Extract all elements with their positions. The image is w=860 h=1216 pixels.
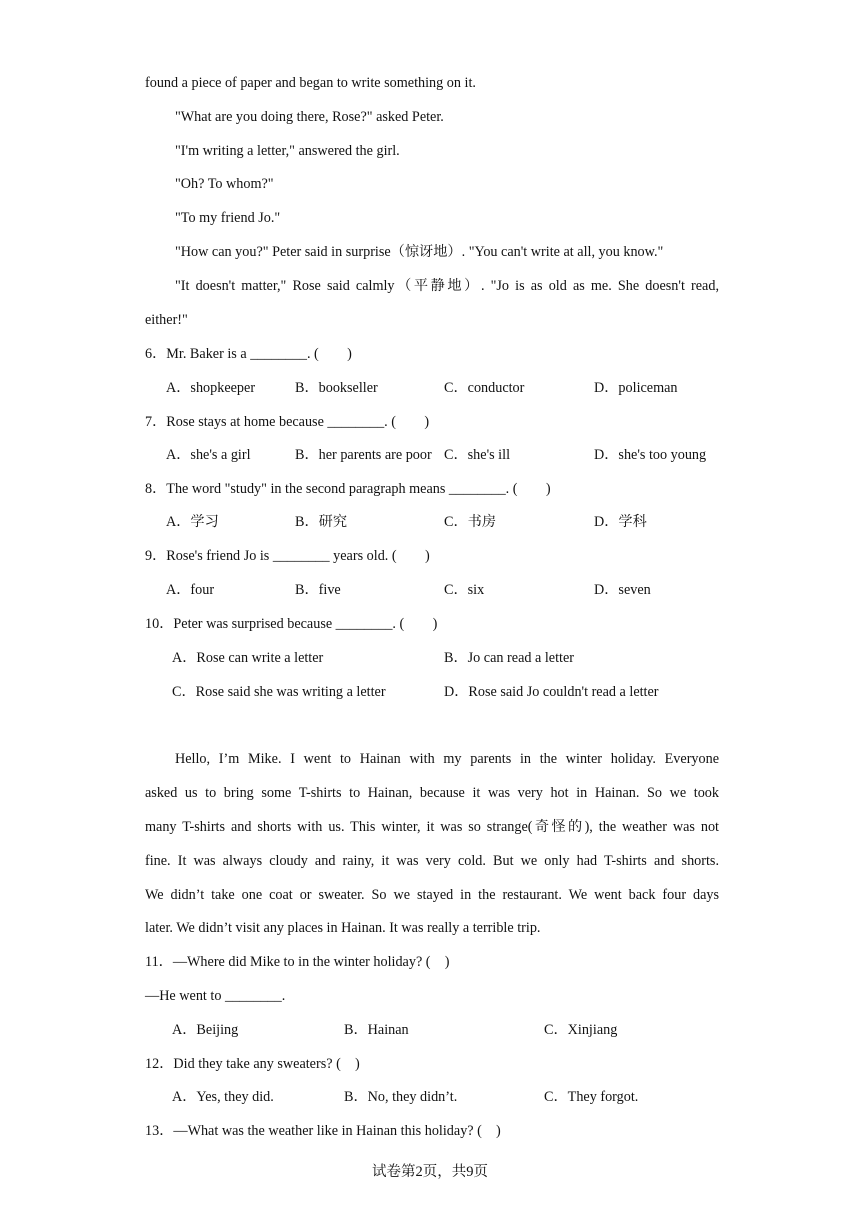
passage-line: We didn’t take one coat or sweater. So we stayed in the restaurant. We went back four days — [145, 887, 719, 903]
question-10-option-c[interactable]: C．Rose said she was writing a letter — [172, 684, 386, 700]
question-7-option-c[interactable]: C．she's ill — [444, 447, 511, 463]
question-7-option-d[interactable]: D．she's too young — [594, 447, 707, 463]
passage-line: "I'm writing a letter," answered the girl. — [175, 143, 400, 159]
question-6-option-a[interactable]: A．shopkeeper — [166, 380, 256, 396]
question-9-option-c[interactable]: C．six — [444, 582, 485, 598]
passage-line: fine. It was always cloudy and rainy, it was very cold. But we only had T-shirts and shorts. — [145, 853, 719, 869]
question-6-stem: 6．Mr. Baker is a ________. ( ) — [145, 346, 352, 362]
question-9-stem: 9．Rose's friend Jo is ________ years old. ( ) — [145, 548, 430, 564]
question-6-option-d[interactable]: D．policeman — [594, 380, 678, 396]
question-11-option-c[interactable]: C．Xinjiang — [544, 1022, 618, 1038]
question-12-stem: 12．Did they take any sweaters? ( ) — [145, 1056, 360, 1072]
passage-line: "How can you?" Peter said in surprise（惊讶地）. "You can't write at all, you know." — [175, 244, 664, 260]
passage-line: "Oh? To whom?" — [175, 176, 274, 192]
question-6-option-b[interactable]: B．bookseller — [295, 380, 378, 396]
question-7-option-a[interactable]: A．she's a girl — [166, 447, 251, 463]
question-6-option-c[interactable]: C．conductor — [444, 380, 525, 396]
passage-line: asked us to bring some T-shirts to Hainan, because it was very hot in Hainan. So we took — [145, 785, 719, 801]
question-11-option-a[interactable]: A．Beijing — [172, 1022, 239, 1038]
question-12-option-b[interactable]: B．No, they didn’t. — [344, 1089, 458, 1105]
question-8-option-a[interactable]: A．学习 — [166, 514, 219, 530]
passage-line: "It doesn't matter," Rose said calmly（平静地）. "Jo is as old as me. She doesn't read, — [175, 278, 719, 294]
passage-line: "To my friend Jo." — [175, 210, 281, 226]
passage-line: "What are you doing there, Rose?" asked Peter. — [175, 109, 444, 125]
passage-line: found a piece of paper and began to write something on it. — [145, 75, 476, 91]
question-7-option-b[interactable]: B．her parents are poor — [295, 447, 432, 463]
question-10-option-a[interactable]: A．Rose can write a letter — [172, 650, 324, 666]
question-7-stem: 7．Rose stays at home because ________. ( ) — [145, 414, 430, 430]
question-8-stem: 8．The word "study" in the second paragraph means ________. ( ) — [145, 481, 551, 497]
passage-line: later. We didn’t visit any places in Hainan. It was really a terrible trip. — [145, 920, 541, 936]
question-10-option-b[interactable]: B．Jo can read a letter — [444, 650, 574, 666]
question-11-option-b[interactable]: B．Hainan — [344, 1022, 409, 1038]
question-9-option-d[interactable]: D．seven — [594, 582, 651, 598]
question-12-option-c[interactable]: C．They forgot. — [544, 1089, 639, 1105]
question-9-option-b[interactable]: B．five — [295, 582, 341, 598]
passage-line: many T-shirts and shorts with us. This winter, it was so strange(奇怪的), the weather was not — [145, 819, 719, 835]
question-10-stem: 10．Peter was surprised because ________. ( ) — [145, 616, 438, 632]
question-12-option-a[interactable]: A．Yes, they did. — [172, 1089, 274, 1105]
question-8-option-d[interactable]: D．学科 — [594, 514, 647, 530]
question-8-option-b[interactable]: B．研究 — [295, 514, 348, 530]
question-9-option-a[interactable]: A．four — [166, 582, 215, 598]
passage-line: either!" — [145, 312, 188, 328]
question-13-stem: 13．—What was the weather like in Hainan this holiday? ( ) — [145, 1123, 501, 1139]
passage-line: Hello, I’m Mike. I went to Hainan with my parents in the winter holiday. Everyone — [175, 751, 719, 767]
question-11-stem: 11．—Where did Mike to in the winter holiday? ( ) — [145, 954, 450, 970]
question-8-option-c[interactable]: C．书房 — [444, 514, 497, 530]
page-footer: 试卷第2页，共9页 — [372, 1164, 488, 1180]
question-11-sub: —He went to ________. — [145, 988, 286, 1004]
question-10-option-d[interactable]: D．Rose said Jo couldn't read a letter — [444, 684, 659, 700]
